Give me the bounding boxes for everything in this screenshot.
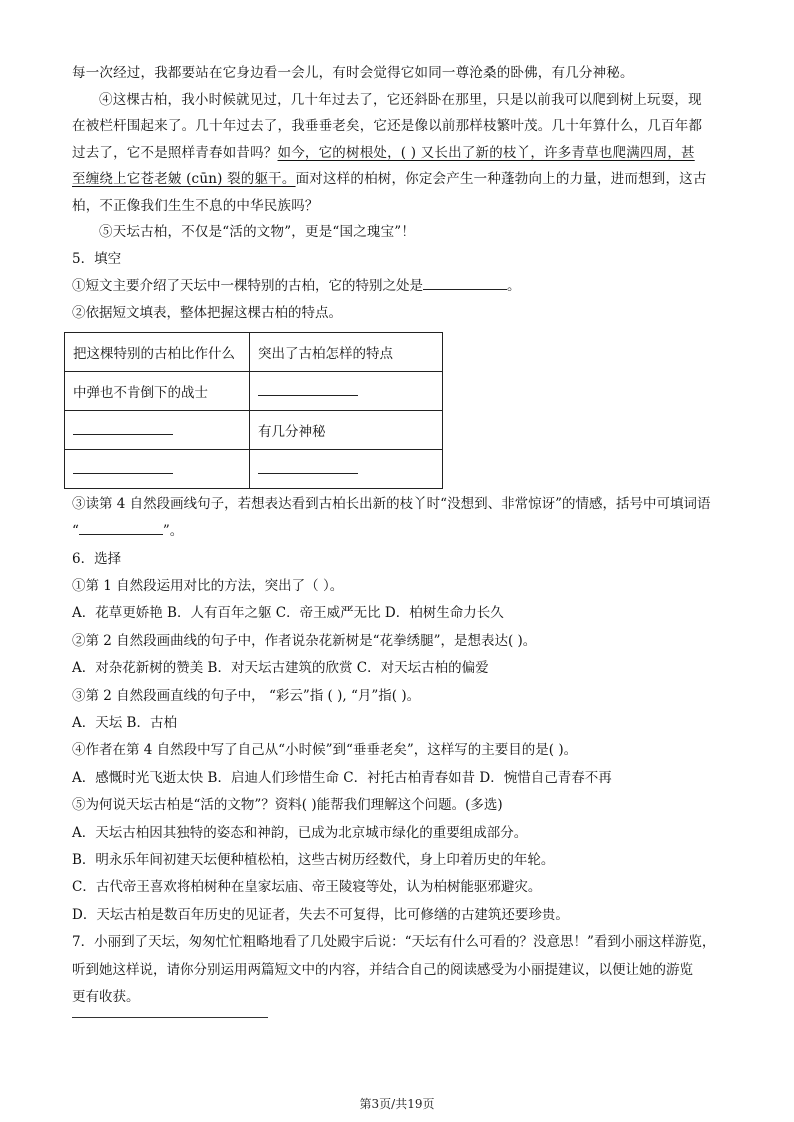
- question-5: [72, 246, 722, 546]
- question-item: ⑤为何说天坛古柏是“活的文物”？资料( )能帮我们理解这个问题。(多选): [72, 797, 503, 814]
- table-cell: [250, 449, 443, 488]
- table-header: 突出了古柏怎样的特点: [250, 332, 443, 371]
- table-cell: 有几分神秘: [250, 410, 443, 449]
- question-item: ③读第 4 自然段画线句子，若想表达看到古柏长出新的枝丫时“没想到、非常惊讶”的情感，括号中可填词语: [72, 495, 711, 512]
- question-item: ①第 1 自然段运用对比的方法，突出了（ ）。: [72, 577, 344, 594]
- answer-blank[interactable]: [73, 459, 173, 474]
- options-line: A．天坛 B．古柏: [72, 714, 177, 731]
- passage-line: 每一次经过，我都要站在它身边看一会儿，有时会觉得它如同一尊沧桑的卧佛，有几分神秘。: [72, 65, 634, 81]
- question-item: [72, 273, 722, 300]
- question-text: ①短文主要介绍了天坛中一棵特别的古柏，它的特别之处是: [72, 277, 423, 294]
- question-text: 。: [507, 277, 521, 294]
- answer-blank[interactable]: [258, 459, 358, 474]
- passage-text: 面对这样的柏树，你定会产生一种蓬勃向上的力量，进而想到，这古: [295, 171, 707, 187]
- option-item: B．明永乐年间初建天坛便种植松柏，这些古树历经数代，身上印着历史的年轮。: [72, 852, 555, 868]
- question-item: ③第 2 自然段画直线的句子中， “彩云”指 ( ), “月”指( )。: [72, 687, 421, 704]
- answer-blank[interactable]: [79, 520, 163, 535]
- question-item: ②依据短文填表，整体把握这棵古柏的特点。: [72, 305, 342, 322]
- options-line: A．花草更娇艳 B．人有百年之躯 C．帝王威严无比 D．柏树生命力长久: [72, 605, 504, 622]
- question-text: ”。: [162, 523, 184, 540]
- table-cell: [65, 410, 250, 449]
- question-item: ④作者在第 4 自然段中写了自己从“小时候”到“垂垂老矣”，这样写的主要目的是( )。: [72, 742, 578, 759]
- answer-blank[interactable]: [258, 381, 358, 396]
- answer-line[interactable]: [72, 1017, 268, 1018]
- answer-blank[interactable]: [73, 420, 173, 435]
- question-line: 7．小丽到了天坛，匆匆忙忙粗略地看了几处殿宇后说：“天坛有什么可看的？没意思！”看到小丽这样游览，: [72, 934, 716, 951]
- option-item: A．天坛古柏因其独特的姿态和神韵，已成为北京城市绿化的重要组成部分。: [72, 824, 528, 841]
- options-line: A．感慨时光飞逝太快 B．启迪人们珍惜生命 C．衬托古柏青春如昔 D．惋惜自己青春不再: [72, 769, 612, 786]
- reading-passage: [72, 60, 722, 246]
- option-item: D．天坛古柏是数百年历史的见证者，失去不可复得，比可修缮的古建筑还要珍贵。: [72, 906, 569, 923]
- question-7: [72, 929, 722, 1011]
- question-line: 更有收获。: [72, 989, 140, 1006]
- table-cell: [250, 371, 443, 410]
- options-line: A．对杂花新树的赞美 B．对天坛古建筑的欣赏 C．对天坛古柏的偏爱: [72, 660, 489, 677]
- question-heading: 6．选择: [72, 550, 122, 567]
- fill-table: [64, 332, 443, 489]
- passage-line: ④这棵古柏，我小时候就见过，几十年过去了，它还斜卧在那里，只是以前我可以爬到树上玩耍，现: [99, 91, 702, 108]
- page-number: 第3页/共19页: [359, 1097, 435, 1111]
- passage-line: 柏，不正像我们生生不息的中华民族吗？: [72, 197, 319, 214]
- table-cell: [65, 449, 250, 488]
- underlined-sentence: 至缠绕上它苍老皴 (cūn) 裂的躯干。: [72, 171, 296, 187]
- question-line: 听到她这样说，请你分别运用两篇短文中的内容，并结合自己的阅读感受为小丽提建议，以便让她的游览: [72, 961, 693, 978]
- question-6: [72, 546, 722, 930]
- question-item: [72, 518, 722, 545]
- passage-text: 过去了，它不是照样青春如昔吗？: [72, 144, 278, 161]
- question-heading: 5．填空: [72, 250, 122, 267]
- passage-line: ⑤天坛古柏，不仅是“活的文物”，更是“国之瑰宝”！: [99, 224, 416, 240]
- page-content: [72, 60, 722, 1011]
- table-header: 把这棵特别的古柏比作什么: [65, 332, 250, 371]
- table-cell: 中弹也不肯倒下的战士: [65, 371, 250, 410]
- passage-line: [72, 166, 722, 193]
- underlined-sentence: 如今，它的树根处，( ) 又长出了新的枝丫，许多青草也爬满四周，甚: [277, 144, 695, 161]
- passage-line: [72, 140, 722, 167]
- passage-line: 在被栏杆围起来了。几十年过去了，我垂垂老矣，它还是像以前那样枝繁叶茂。几十年算什么，几百年都: [72, 118, 703, 134]
- question-text: “: [72, 523, 79, 540]
- answer-blank[interactable]: [423, 275, 507, 290]
- question-item: ②第 2 自然段画曲线的句子中，作者说杂花新树是“花拳绣腿”，是想表达( )。: [72, 632, 537, 649]
- option-item: C．古代帝王喜欢将柏树种在皇家坛庙、帝王陵寝等处，认为柏树能驱邪避灾。: [72, 879, 542, 896]
